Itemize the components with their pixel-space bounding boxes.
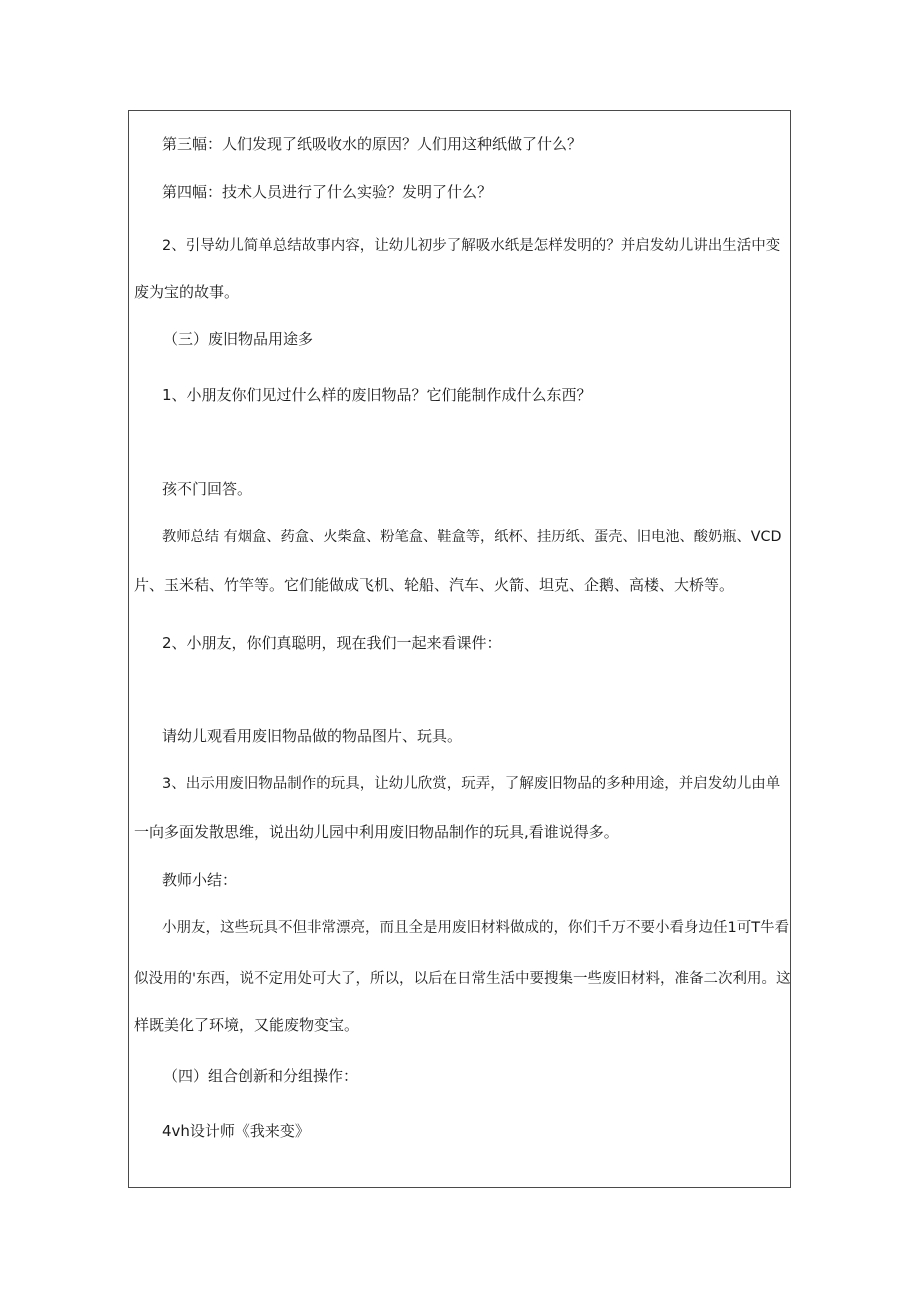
section-heading-4: （四）组合创新和分组操作： xyxy=(163,1067,359,1085)
paragraph-step-3-line-1: 3、出示用废旧物品制作的玩具，让幼儿欣赏，玩弄，了解废旧物品的多种用途，并启发幼儿由单 xyxy=(162,776,781,792)
teacher-summary-line-2: 片、玉米秸、竹竿等。它们能做成飞机、轮船、汽车、火箭、坦克、企鹅、高楼、大桥等。 xyxy=(134,576,735,594)
paragraph-step-2-line-2: 废为宝的故事。 xyxy=(134,283,240,301)
teacher-summary-line-1: 教师总结 有烟盒、药盒、火柴盒、粉笔盒、鞋盒等，纸杯、挂历纸、蛋壳、旧电池、酸奶瓶、VCD xyxy=(162,529,782,545)
teacher-conclusion-line-3: 样既美化了环境，又能废物变宝。 xyxy=(134,1016,360,1034)
paragraph-step-2-line-1: 2、引导幼儿简单总结故事内容，让幼儿初步了解吸水纸是怎样发明的？并启发幼儿讲出生活中变 xyxy=(162,238,781,254)
view-pictures-instruction: 请幼儿观看用废旧物品做的物品图片、玩具。 xyxy=(162,727,463,745)
teacher-conclusion-line-2: 似没用的'东西，说不定用处可大了，所以，以后在日常生活中要搜集一些废旧材料，准备二次利用。这 xyxy=(134,971,791,987)
paragraph-step-1: 1、小朋友你们见过什么样的废旧物品？它们能制作成什么东西？ xyxy=(162,386,592,404)
paragraph-step-3-line-2: 一向多面发散思维，说出幼儿园中利用废旧物品制作的玩具,看谁说得多。 xyxy=(134,823,619,841)
section-heading-3: （三）废旧物品用途多 xyxy=(163,330,314,348)
children-answer: 孩不门回答。 xyxy=(162,480,253,498)
activity-title: 4vh设计师《我来变》 xyxy=(162,1122,310,1140)
paragraph-step-2b: 2、小朋友，你们真聪明，现在我们一起来看课件： xyxy=(162,634,502,652)
teacher-conclusion-line-1: 小朋友，这些玩具不但非常漂亮，而且全是用废旧材料做成的，你们千万不要小看身边任1可T牛看 xyxy=(162,920,790,936)
question-third-picture: 第三幅：人们发现了纸吸收水的原因？人们用这种纸做了什么？ xyxy=(162,135,583,153)
question-fourth-picture: 第四幅：技术人员进行了什么实验？发明了什么？ xyxy=(162,183,493,201)
teacher-conclusion-heading: 教师小结： xyxy=(162,871,238,889)
